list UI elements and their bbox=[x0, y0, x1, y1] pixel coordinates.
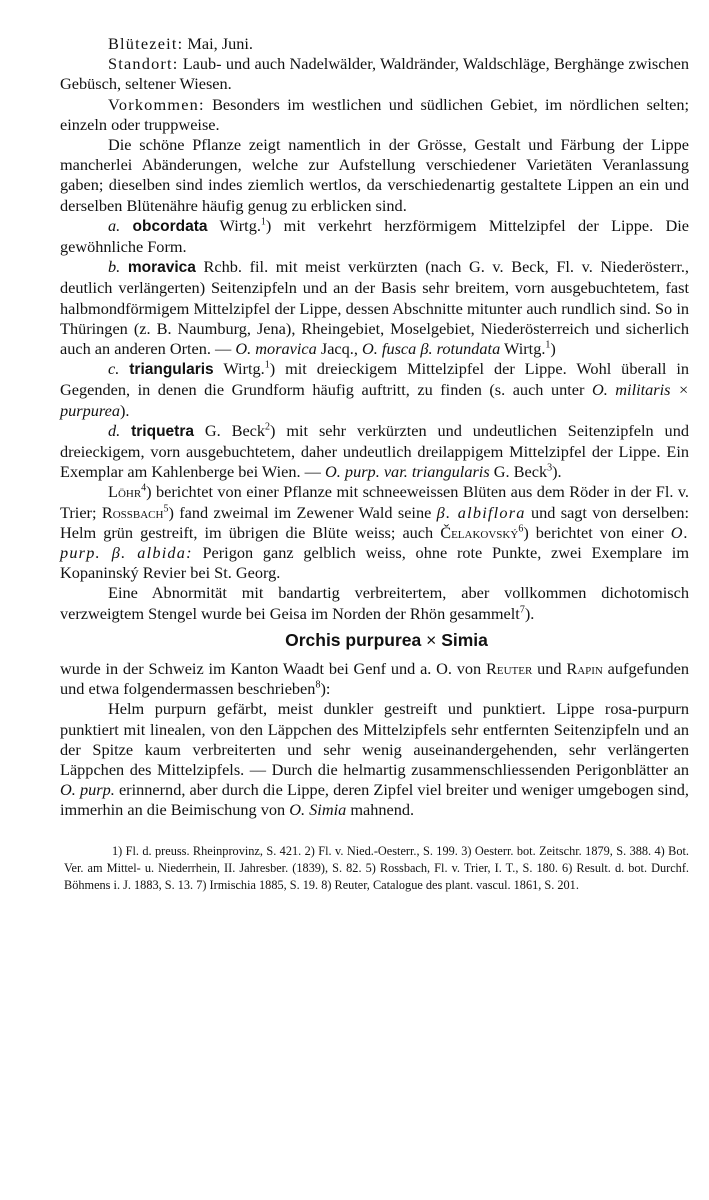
schweiz-text: wurde in der Schweiz im Kanton Waadt bei Genf und a. O. von bbox=[60, 658, 486, 678]
standort-text: Laub- und auch Nadelwälder, Waldränder, Waldschläge, Berghänge zwischen Gebüsch, seltener Wiesen. bbox=[60, 54, 689, 94]
variety-a-text: ) mit verkehrt herzförmigem Mittelzipfel der Lippe. Die gewöhnliche Form. bbox=[60, 215, 689, 257]
description-paragraph: Die schöne Pflanze zeigt namentlich in der Grösse, Gestalt und Färbung der Lippe mancherlei Abänderungen, welche zur Aufstellung verschiedener Varietäten Veranlassung gaben; dieselben sind indes ziemlich wertlos, da verschiedenartig gestaltete Lippen an ein und derselben Blütenähre häufig genug zu erblicken sind. bbox=[60, 135, 689, 215]
variety-d-author: G. Beck bbox=[193, 420, 266, 440]
schweiz-text-3: aufgefunden und etwa folgendermassen beschrieben bbox=[60, 658, 690, 699]
variety-c-text-2: ). bbox=[120, 400, 130, 420]
variety-c-paragraph bbox=[60, 359, 689, 421]
vorkommen-paragraph bbox=[60, 95, 689, 135]
vorkommen-text: Besonders im westlichen und südlichen Gebiet, im nördlichen selten; einzeln oder truppweise. bbox=[60, 94, 689, 134]
standort-paragraph bbox=[60, 54, 689, 94]
variety-b-text-4: ) bbox=[550, 339, 556, 359]
helm-text: Helm purpurn gefärbt, meist dunkler gestreift und punktiert. Lippe rosa-purpurn punktiert mit linealen, von den Läppchen des Mittelzipfels sehr entfernten Seitenzipfeln und an der Spitze kaum verbreiterten und sehr wenig auseinandergehenden, sehr verlängerten Läppchen des Mittelzipfels. — Durch die helmartig zusammenschliessenden Perigonblätter an bbox=[60, 699, 689, 779]
variety-a-author: Wirtg. bbox=[207, 215, 261, 235]
section-heading bbox=[60, 630, 689, 651]
species-o-purp: O. purp. bbox=[60, 780, 115, 800]
form-albiflora: β. albiflora bbox=[436, 502, 526, 522]
loehr-text-5: Perigon ganz gelblich weiss, ohne rote Punkte, zwei Exemplare im Kopaninský Revier bei St. Georg. bbox=[60, 543, 689, 583]
helm-paragraph bbox=[60, 699, 689, 820]
footnote-ref: 1 bbox=[264, 359, 270, 371]
variety-d-paragraph bbox=[60, 421, 689, 483]
heading-right: Simia bbox=[441, 629, 488, 650]
loehr-text-4: ) berichtet von einer bbox=[523, 522, 671, 542]
variety-d-text-3: ). bbox=[552, 462, 562, 482]
species-o-simia: O. Simia bbox=[289, 800, 347, 820]
variety-d-letter: d. bbox=[108, 420, 121, 440]
footnotes-text: 1) Fl. d. preuss. Rheinprovinz, S. 421. 2) Fl. v. Nied.-Oesterr., S. 199. 3) Oesterr. bot. Zeitschr. 1879, S. 388. 4) Bot. Ver. am Mittel- u. Niederrhein, II. Jahresber. (1839), S. 82. 5) Rossbach, Fl. v. Trier, I. T., S. 180. 6) Result. d. bot. Durchf. Böhmens i. J. 1883, S. 13. 7) Irmischia 1885, S. 19. 8) Reuter, Catalogue des plant. vascul. 1861, S. 201. bbox=[64, 843, 689, 892]
loehr-text-2: ) fand zweimal im Zewener Wald seine bbox=[168, 502, 437, 522]
heading-left: Orchis purpurea bbox=[285, 629, 422, 650]
vorkommen-label: Vorkommen: bbox=[108, 94, 205, 114]
loehr-paragraph bbox=[60, 482, 689, 583]
variety-b-name: moravica bbox=[127, 259, 196, 277]
variety-a-paragraph bbox=[60, 216, 689, 257]
synonym-militaris-purpurea: O. militaris × purpurea bbox=[60, 380, 689, 420]
variety-d-text: ) mit sehr verkürzten und undeutlichen Seitenzipfeln und dreieckigem, vorn ausgebuchtetem, daher undeutlich dreilappigem Mittelzipfel der Lippe. Ein Exemplar am Kahlenberge bei Wien. — bbox=[60, 420, 689, 482]
footnote-ref: 2 bbox=[265, 421, 271, 433]
footnote-ref: 4 bbox=[141, 483, 147, 495]
helm-text-2: erinnernd, aber durch die Lippe, deren Zipfel viel breiter und weniger umgebogen sind, immerhin an die Beimischung von bbox=[60, 780, 689, 820]
variety-b-paragraph bbox=[60, 257, 689, 359]
footnotes bbox=[60, 843, 689, 894]
variety-d-name: triquetra bbox=[131, 422, 194, 440]
synonym-moravica: O. moravica bbox=[235, 339, 317, 359]
form-albida: O. purp. β. albida: bbox=[60, 522, 689, 563]
schweiz-text-2: und bbox=[532, 658, 567, 678]
loehr-text-3: und sagt von derselben: Helm grün gestreift, im übrigen die Blüte weiss; auch bbox=[60, 502, 689, 542]
loehr-text: ) berichtet von einer Pflanze mit schneeweissen Blüten aus dem Röder in der Fl. v. Trier; bbox=[60, 482, 689, 522]
author-reuter: Reuter bbox=[486, 658, 533, 678]
standort-label: Standort: bbox=[108, 54, 179, 74]
variety-b-text: Rchb. fil. mit meist verkürzten (nach G. v. Beck, Fl. v. Niederösterr., deutlich verlängerten) Seitenzipfeln und an der Basis sehr breitem, vorn ausgebuchtetem, fast halbmondförmigem Mittelzipfel der Lippe, dessen Abschnitte mitunter auch rundlich sind. So in Thüringen (z. B. Naumburg, Jena), Rheingebiet, Moselgebiet, Niederösterreich und sicherlich auch an anderen Orten. — bbox=[60, 257, 689, 359]
footnote-ref: 3 bbox=[547, 462, 553, 474]
footnote-ref: 6 bbox=[518, 523, 524, 535]
bluetezeit-text: Mai, Juni. bbox=[183, 34, 253, 53]
variety-c-author: Wirtg. bbox=[213, 359, 265, 379]
author-loehr: Löhr bbox=[108, 482, 142, 502]
hybrid-cross-symbol: × bbox=[421, 629, 442, 650]
bluetezeit-label: Blütezeit: bbox=[108, 34, 184, 53]
footnote-ref: 7 bbox=[519, 604, 525, 616]
synonym-fusca-rotundata: O. fusca β. rotundata bbox=[362, 339, 501, 359]
helm-text-3: mahnend. bbox=[346, 800, 415, 820]
footnote-ref: 8 bbox=[315, 679, 321, 691]
bluetezeit-paragraph bbox=[60, 34, 689, 54]
variety-c-name: triangularis bbox=[129, 361, 214, 379]
author-celakovsky: Čelakovský bbox=[440, 522, 519, 542]
variety-a-letter: a. bbox=[108, 215, 121, 235]
schweiz-text-4: ): bbox=[320, 679, 331, 699]
variety-d-text-2: G. Beck bbox=[489, 462, 548, 482]
synonym-triangularis: O. purp. var. triangularis bbox=[325, 462, 490, 482]
variety-c-text: ) mit dreieckigem Mittelzipfel der Lippe. Wohl überall in Gegenden, in denen die Grundform häufig auftritt, zu finden (s. auch unter bbox=[60, 359, 689, 400]
author-rossbach: Rossbach bbox=[101, 502, 164, 522]
footnote-ref: 1 bbox=[260, 216, 266, 228]
abnormity-text: Eine Abnormität mit bandartig verbreitertem, aber vollkommen dichotomisch verzweigtem Stengel wurde bei Geisa im Norden der Rhön gesammelt bbox=[60, 583, 689, 623]
abnormity-text-2: ). bbox=[524, 603, 535, 623]
footnote-ref: 1 bbox=[545, 339, 551, 351]
author-rapin: Rapin bbox=[566, 658, 603, 678]
variety-b-text-2: Jacq., bbox=[316, 339, 363, 359]
abnormity-paragraph bbox=[60, 583, 689, 623]
footnote-ref: 5 bbox=[163, 503, 169, 515]
variety-c-letter: c. bbox=[108, 359, 120, 379]
variety-a-name: obcordata bbox=[132, 217, 208, 235]
variety-b-text-3: Wirtg. bbox=[500, 339, 546, 359]
schweiz-paragraph bbox=[60, 659, 689, 699]
variety-b-letter: b. bbox=[108, 257, 121, 277]
